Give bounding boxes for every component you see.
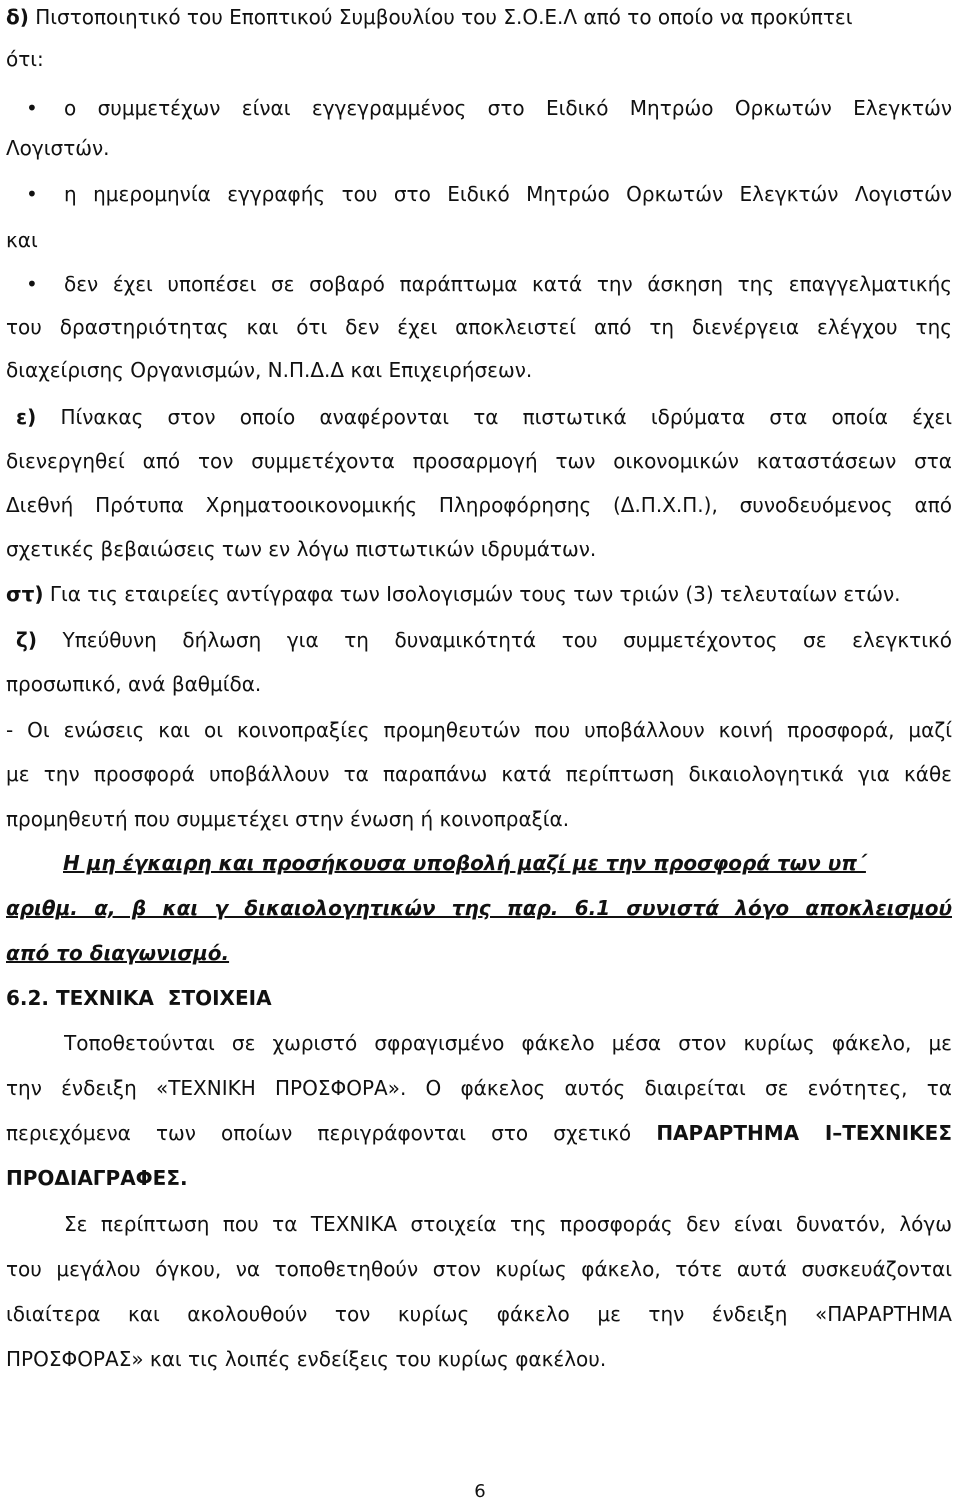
bullet-icon: • bbox=[26, 96, 38, 120]
item-z-label: ζ) bbox=[16, 628, 37, 652]
warning-line-1: Η μη έγκαιρη και προσήκουσα υποβολή μαζί με την προσφορά των υπ΄ bbox=[63, 851, 866, 875]
bullet-2-line-2: και bbox=[6, 228, 38, 252]
page-number: 6 bbox=[474, 1481, 486, 1502]
item-d-text: Πιστοποιητικό του Εποπτικού Συμβουλίου του Σ.Ο.Ε.Λ από το οποίο να προκύπτει bbox=[35, 5, 853, 29]
item-d-line-1 bbox=[6, 3, 952, 31]
para-2-line-4: ΠΡΟΣΦΟΡΑΣ» και τις λοιπές ενδείξεις του κυρίως φακέλου. bbox=[6, 1347, 607, 1371]
item-st-label: στ) bbox=[6, 582, 44, 606]
para-1-line-4: ΠΡΟΔΙΑΓΡΑΦΕΣ. bbox=[6, 1166, 188, 1190]
joint-ventures-line-2: με την προσφορά υποβάλλουν τα παραπάνω κατά περίπτωση δικαιολογητικά για κάθε bbox=[6, 762, 952, 786]
bullet-3-line-1: • δεν έχει υποπέσει σε σοβαρό παράπτωμα κατά την άσκηση της επαγγελματικής bbox=[26, 272, 952, 296]
para-1-line-3: περιεχόμενα των οποίων περιγράφονται στο σχετικό ΠΑΡΑΡΤΗΜΑ Ι–ΤΕΧΝΙΚΕΣ bbox=[6, 1121, 952, 1145]
bullet-1-line-1: • ο συμμετέχων είναι εγγεγραμμένος στο Ειδικό Μητρώο Ορκωτών Ελεγκτών bbox=[26, 96, 952, 120]
joint-ventures-line-3: προμηθευτή που συμμετέχει στην ένωση ή κοινοπραξία. bbox=[6, 807, 570, 831]
para-2-line-3: ιδιαίτερα και ακολουθούν τον κυρίως φάκελο με την ένδειξη «ΠΑΡΑΡΤΗΜΑ bbox=[6, 1302, 952, 1326]
joint-ventures-line-1: - Οι ενώσεις και οι κοινοπραξίες προμηθευτών που υποβάλλουν κοινή προσφορά, μαζί bbox=[6, 718, 952, 742]
item-e-label: ε) bbox=[16, 405, 37, 429]
section-number: 6.2. bbox=[6, 986, 50, 1010]
warning-line-3: από το διαγωνισμό. bbox=[6, 941, 230, 965]
para-1-line-2: την ένδειξη «ΤΕΧΝΙΚΗ ΠΡΟΣΦΟΡΑ». Ο φάκελος αυτός διαιρείται σε ενότητες, τα bbox=[6, 1076, 952, 1100]
para-1-line-1: Τοποθετούνται σε χωριστό σφραγισμένο φάκελο μέσα στον κυρίως φάκελο, με bbox=[64, 1031, 952, 1055]
section-title: ΤΕΧΝΙΚΑ ΣΤΟΙΧΕΙΑ bbox=[56, 986, 272, 1010]
item-d-label: δ) bbox=[6, 5, 29, 29]
item-z-line-2: προσωπικό, ανά βαθμίδα. bbox=[6, 672, 262, 696]
item-e-line-4: σχετικές βεβαιώσεις των εν λόγω πιστωτικών ιδρυμάτων. bbox=[6, 537, 597, 561]
item-z-line-1: ζ) Υπεύθυνη δήλωση για τη δυναμικότητά του συμμετέχοντος σε ελεγκτικό bbox=[16, 628, 952, 652]
section-heading bbox=[6, 984, 952, 1012]
para-2-line-2: του μεγάλου όγκου, να τοποθετηθούν στον κυρίως φάκελο, τότε αυτά συσκευάζονται bbox=[6, 1257, 952, 1281]
para-2-line-1: Σε περίπτωση που τα ΤΕΧΝΙΚΑ στοιχεία της προσφοράς δεν είναι δυνατόν, λόγω bbox=[64, 1212, 952, 1236]
bullet-3-line-2: του δραστηριότητας και ότι δεν έχει αποκλειστεί από τη διενέργεια ελέγχου της bbox=[6, 315, 952, 339]
item-st-line: στ) Για τις εταιρείες αντίγραφα των Ισολογισμών τους των τριών (3) τελευταίων ετών. bbox=[6, 582, 901, 606]
warning-line-2: αριθμ. α, β και γ δικαιολογητικών της παρ. 6.1 συνιστά λόγο αποκλεισμού bbox=[6, 896, 952, 920]
item-e-line-3: Διεθνή Πρότυπα Χρηματοοικονομικής Πληροφόρησης (Δ.Π.Χ.Π.), συνοδευόμενος από bbox=[6, 493, 952, 517]
item-e-line-2: διενεργηθεί από τον συμμετέχοντα προσαρμογή των οικονομικών καταστάσεων στα bbox=[6, 449, 952, 473]
bullet-3-line-3: διαχείρισης Οργανισμών, Ν.Π.Δ.Δ και Επιχειρήσεων. bbox=[6, 358, 533, 382]
bullet-2-line-1: • η ημερομηνία εγγραφής του στο Ειδικό Μητρώο Ορκωτών Ελεγκτών Λογιστών bbox=[26, 182, 952, 206]
annex-reference: ΠΑΡΑΡΤΗΜΑ Ι–ΤΕΧΝΙΚΕΣ bbox=[656, 1121, 952, 1145]
item-e-line-1: ε) Πίνακας στον οποίο αναφέρονται τα πιστωτικά ιδρύματα στα οποία έχει bbox=[16, 405, 952, 429]
bullet-icon: • bbox=[26, 272, 38, 296]
item-d-line-2: ότι: bbox=[6, 47, 44, 71]
bullet-1-line-2: Λογιστών. bbox=[6, 136, 110, 160]
bullet-icon: • bbox=[26, 182, 38, 206]
